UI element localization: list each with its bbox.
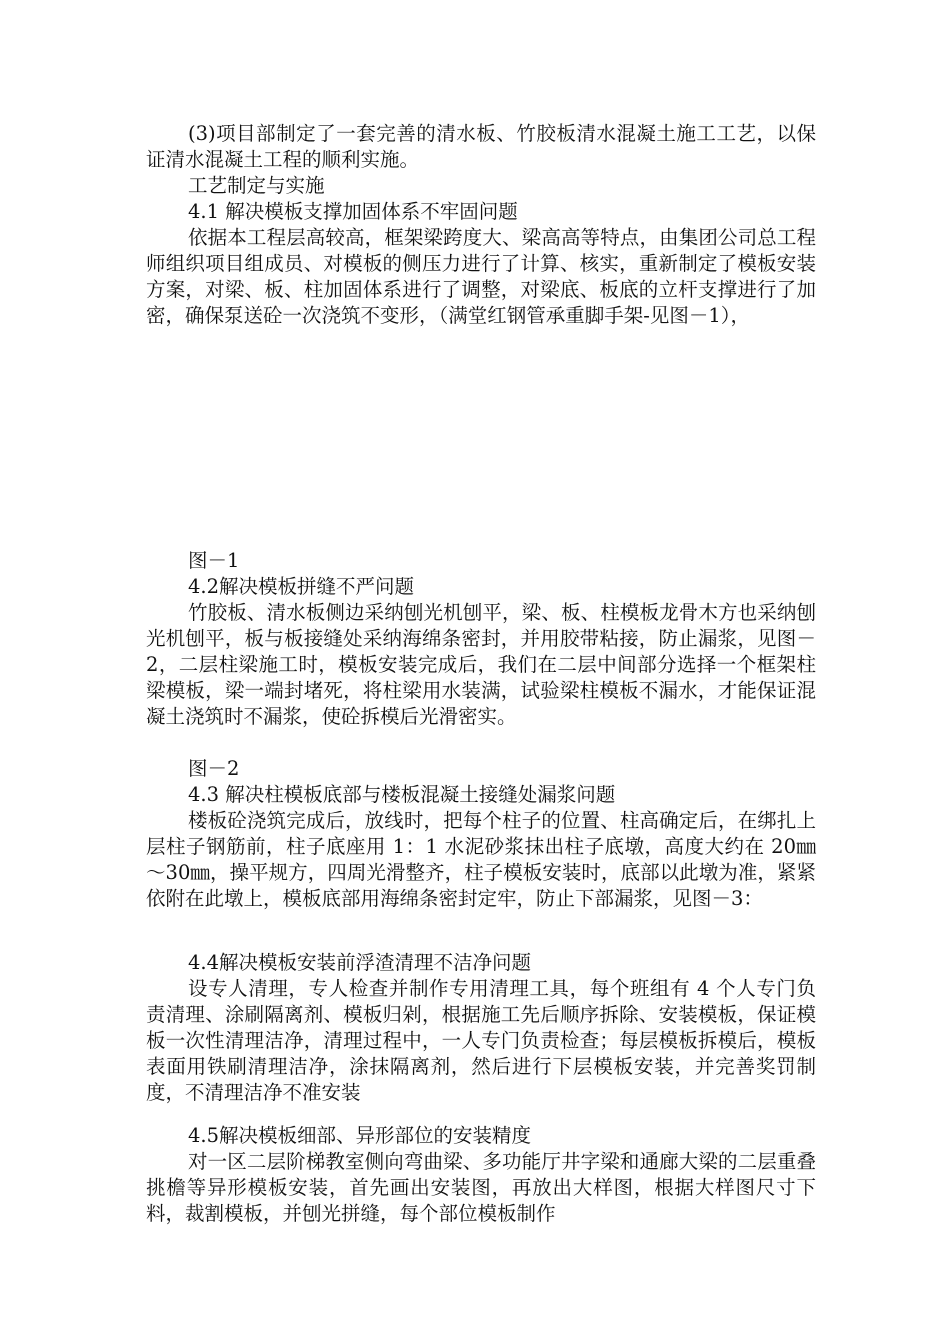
heading-4-2: 4.2解决模板拼缝不严问题: [188, 575, 415, 598]
heading-4-1: 4.1 解决模板支撑加固体系不牢固问题: [188, 200, 518, 223]
figure-1-placeholder: [146, 360, 816, 545]
figure-2-caption: 图－2: [188, 757, 240, 780]
section-heading: 工艺制定与实施: [188, 174, 325, 197]
intro-paragraph: (3)项目部制定了一套完善的清水板、竹胶板清水混凝土施工工艺，以保证清水混凝土工程的顺利实施。: [146, 122, 816, 171]
paragraph-4-5: 对一区二层阶梯教室侧向弯曲梁、多功能厅井字梁和通廊大梁的二层重叠挑檐等异形模板安装，首先画出安装图，再放出大样图，根据大样图尺寸下料，裁割模板，并刨光拼缝，每个部位模板制作: [146, 1150, 816, 1225]
figure-1-caption: 图－1: [188, 549, 240, 572]
heading-4-3: 4.3 解决柱模板底部与楼板混凝土接缝处漏浆问题: [188, 783, 616, 806]
paragraph-4-4: 设专人清理，专人检查并制作专用清理工具，每个班组有 4 个人专门负责清理、涂刷隔离剂、模板归剁，根据施工先后顺序拆除、安装模板，保证模板一次性清理洁净，清理过程中，一人专门负责检查；每层模板拆模后，模板表面用铁刷清理洁净，涂抹隔离剂，然后进行下层模板安装，并完善奖罚制度，不清理洁净不准安装: [146, 977, 816, 1104]
paragraph-4-2: 竹胶板、清水板侧边采纳刨光机刨平，梁、板、柱模板龙骨木方也采纳刨光机刨平，板与板接缝处采纳海绵条密封，并用胶带粘接，防止漏浆，见图－2，二层柱梁施工时，模板安装完成后，我们在二层中间部分选择一个框架柱梁模板，梁一端封堵死，将柱梁用水装满，试验梁柱模板不漏水，才能保证混凝土浇筑时不漏浆，使砼拆模后光滑密实。: [146, 601, 816, 728]
paragraph-4-1: 依据本工程层高较高，框架梁跨度大、梁高高等特点，由集团公司总工程师组织项目组成员、对模板的侧压力进行了计算、核实，重新制定了模板安装方案，对梁、板、柱加固体系进行了调整，对梁底、板底的立杆支撑进行了加密，确保泵送砼一次浇筑不变形，（满堂红钢管承重脚手架-见图－1），: [146, 226, 816, 327]
heading-4-5: 4.5解决模板细部、异形部位的安装精度: [188, 1124, 532, 1147]
heading-4-4: 4.4解决模板安装前浮渣清理不洁净问题: [188, 951, 532, 974]
paragraph-4-3: 楼板砼浇筑完成后，放线时，把每个柱子的位置、柱高确定后，在绑扎上层柱子钢筋前，柱子底座用 1：1 水泥砂浆抹出柱子底墩，高度大约在 20㎜～30㎜，操平规方，四周光滑整齐，柱子模板安装时，底部以此墩为准，紧紧依附在此墩上，模板底部用海绵条密封定牢，防止下部漏浆，见图－3：: [146, 809, 816, 910]
